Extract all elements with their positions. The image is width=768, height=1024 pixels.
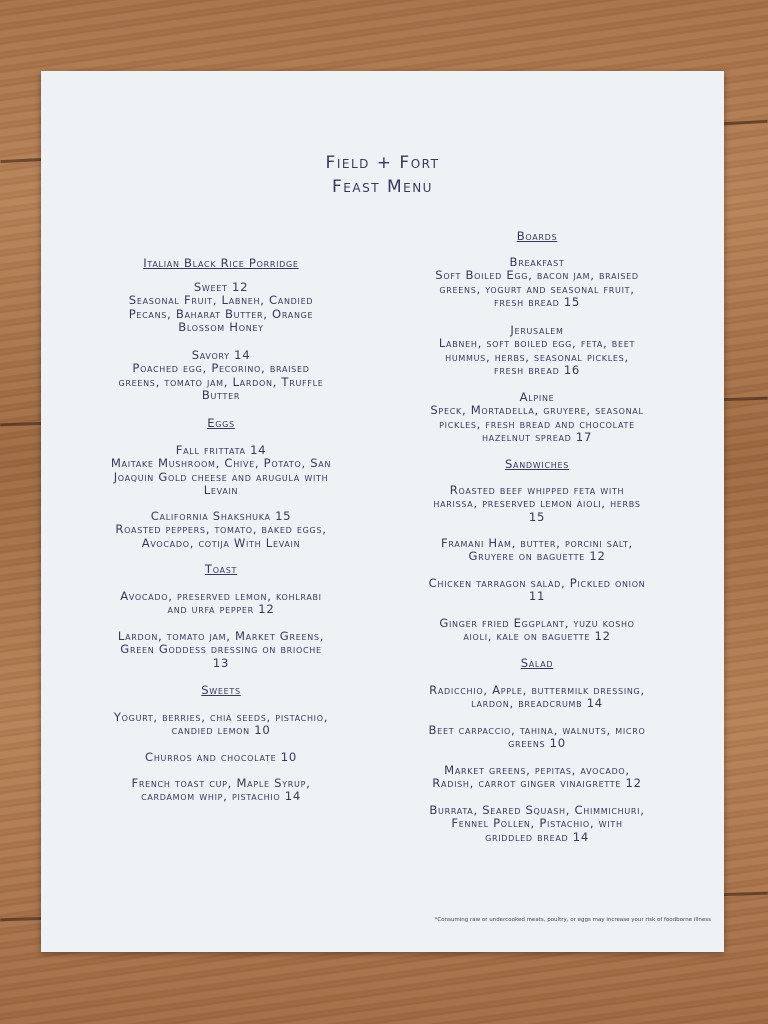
menu-item-line: lardon, breadcrumb 14	[471, 696, 603, 711]
section-heading-text: Salad	[520, 656, 554, 670]
menu-item	[387, 804, 687, 844]
menu-item-line: Ginger fried Eggplant, yuzu kosho	[439, 616, 635, 630]
menu-item-line: Soft Boiled Egg, bacon jam, braised	[435, 268, 639, 283]
menu-item-line: hazelnut spread 17	[481, 430, 593, 445]
menu-item-line: Blossom Honey	[178, 320, 264, 335]
foodborne-illness-disclaimer: *Consuming raw or undercooked meats, poultry, or eggs may increase your risk of foodborne illness	[434, 917, 711, 923]
menu-item-line: 13	[212, 655, 230, 670]
section-heading	[387, 657, 687, 670]
menu-item-line: Savory 14	[191, 348, 251, 362]
menu-item-line: 11	[528, 589, 546, 604]
menu-item-line: Radish, carrot ginger vinaigrette 12	[432, 776, 642, 791]
menu-item-line: Burrata, Seared Squash, Chimmichuri,	[429, 803, 645, 817]
section-heading-text: Eggs	[207, 416, 235, 430]
menu-item	[387, 577, 687, 604]
menu-item	[387, 684, 687, 711]
section-heading-text: Sandwiches	[505, 457, 569, 471]
menu-item-line: Butter	[201, 388, 241, 403]
menu-item-line: hummus, herbs, seasonal pickles,	[445, 349, 629, 364]
menu-item-line: greens, tomato jam, Lardon, Truffle	[118, 374, 324, 389]
section-heading-text: Boards	[516, 229, 558, 243]
menu-item	[71, 711, 371, 738]
menu-item	[71, 777, 371, 804]
menu-item-line: Gruyere on baguette 12	[468, 549, 606, 564]
section-heading-text: Italian Black Rice Porridge	[143, 256, 299, 270]
menu-item-line: Poached egg, Pecorino, braised	[132, 361, 310, 376]
menu-item-line: Avocado, cotija With Levain	[141, 535, 301, 550]
menu-item-line: Maitake Mushroom, Chive, Potato, San	[110, 456, 332, 471]
menu-subtitle: Feast Menu	[332, 177, 433, 197]
menu-item	[387, 617, 687, 644]
section-heading	[71, 417, 371, 430]
menu-item-line: Lardon, tomato jam, Market Greens,	[117, 629, 325, 643]
menu-item	[71, 590, 371, 617]
section-heading-text: Toast	[204, 562, 238, 576]
menu-item	[71, 751, 371, 764]
menu-item-line: Radicchio, Apple, buttermilk dressing,	[429, 683, 645, 697]
menu-item	[387, 324, 687, 378]
menu-item-line: Levain	[203, 483, 239, 498]
menu-item-line: Pecans, Baharat Butter, Orange	[128, 306, 314, 321]
menu-item-line: Churros and chocolate 10	[145, 750, 297, 764]
menu-item-line: candied lemon 10	[171, 723, 271, 738]
menu-item-line: Market greens, pepitas, avocado,	[444, 763, 630, 777]
menu-item-line: greens, yogurt and seasonal fruit,	[439, 281, 635, 296]
menu-item-line: Fennel Pollen, Pistachio, with	[451, 816, 623, 831]
menu-item-line: and urfa pepper 12	[167, 602, 275, 617]
menu-item-line: Speck, Mortadella, gruyere, seasonal	[430, 403, 644, 418]
section-heading	[387, 230, 687, 243]
menu-item-line: Fall frittata 14	[175, 443, 267, 457]
menu-item-line: Framani Ham, butter, porcini salt,	[441, 536, 633, 550]
menu-item	[71, 630, 371, 670]
menu-item-line: pickles, fresh bread and chocolate	[439, 416, 635, 431]
menu-item-line: Roasted peppers, tomato, baked eggs,	[115, 522, 327, 537]
menu-item	[387, 391, 687, 445]
menu-item-line: Labneh, soft boiled egg, feta, beet	[438, 336, 636, 351]
menu-item	[71, 349, 371, 403]
section-heading	[387, 458, 687, 471]
menu-item	[387, 256, 687, 310]
menu-item-line: cardamom whip, pistachio 14	[141, 789, 301, 804]
menu-item	[387, 764, 687, 791]
menu-item	[71, 510, 371, 550]
menu-item	[387, 724, 687, 751]
menu-item-line: Joaquin Gold cheese and arugula with	[113, 469, 329, 484]
menu-item-line: French toast cup, Maple Syrup,	[131, 776, 311, 790]
menu-item-line: Roasted beef whipped feta with	[449, 483, 625, 497]
menu-item-line: Breakfast	[509, 255, 565, 269]
menu-item-line: Seasonal Fruit, Labneh, Candied	[128, 293, 314, 308]
menu-item-line: California Shakshuka 15	[150, 509, 292, 523]
menu-paper	[41, 71, 724, 952]
menu-item	[387, 484, 687, 524]
menu-item	[387, 537, 687, 564]
menu-item-line: Jerusalem	[510, 323, 564, 337]
menu-item-line: Alpine	[519, 390, 555, 404]
menu-item-line: Beet carpaccio, tahina, walnuts, micro	[428, 723, 646, 737]
section-heading	[71, 257, 371, 270]
menu-item-line: fresh bread 15	[494, 295, 580, 310]
menu-item-line: Green Goddess dressing on brioche	[120, 642, 322, 657]
menu-item	[71, 444, 371, 498]
menu-item-line: Sweet 12	[193, 280, 249, 294]
section-heading	[71, 684, 371, 697]
menu-item-line: aioli, kale on baguette 12	[463, 629, 611, 644]
menu-item-line: Avocado, preserved lemon, kohlrabi	[120, 589, 322, 603]
section-heading	[71, 563, 371, 576]
menu-title: Field + Fort	[325, 153, 440, 173]
menu-item-line: Chicken tarragon salad, Pickled onion	[428, 576, 646, 590]
menu-item	[71, 281, 371, 335]
menu-item-line: harissa, preserved lemon aioli, herbs	[433, 496, 641, 511]
menu-item-line: 15	[528, 509, 546, 524]
menu-item-line: griddled bread 14	[485, 829, 589, 844]
menu-item-line: fresh bread 16	[494, 363, 580, 378]
section-heading-text: Sweets	[201, 683, 241, 697]
menu-item-line: Yogurt, berries, chia seeds, pistachio,	[113, 710, 329, 724]
menu-item-line: greens 10	[508, 736, 566, 751]
